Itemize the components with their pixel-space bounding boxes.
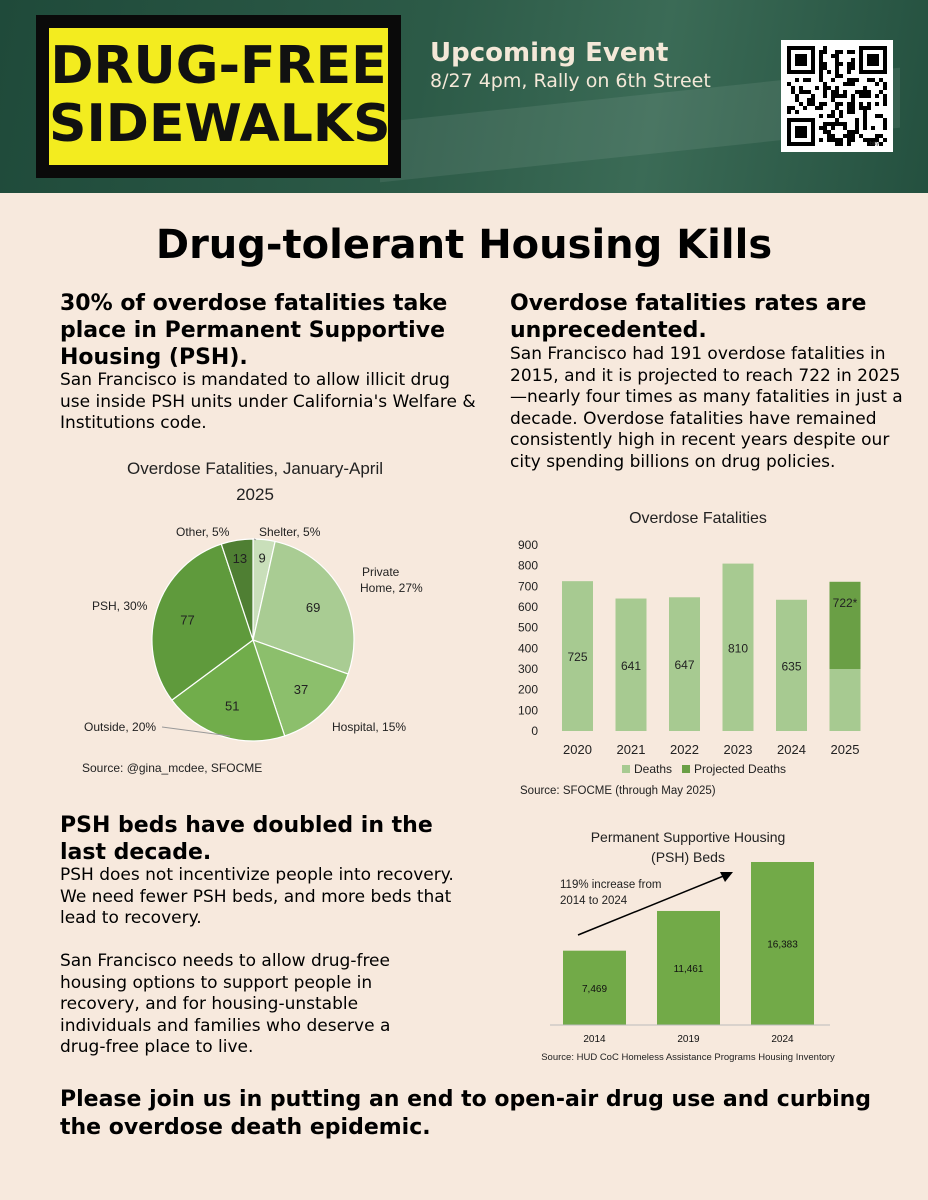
pie-value-label-outside: 51 — [225, 698, 240, 714]
pie-category-label-outside: Outside, 20% — [84, 720, 157, 734]
bar-data-label-2024: 635 — [781, 659, 802, 674]
psh-chart-title-line1: Permanent Supportive Housing — [590, 829, 786, 845]
y-tick-label: 900 — [517, 538, 538, 552]
section2-body: San Francisco had 191 overdose fatalities in 2015, and it is projected to reach 722 in 2025—nearly four times as many fatalities in just a decade. Overdose fatalities have remained consistently high in recent years despite our city spending billions on drug policies. — [510, 344, 903, 472]
x-tick-label-2021: 2021 — [616, 742, 646, 757]
pie-category-label-private-home-line2: Home, 27% — [360, 581, 423, 595]
psh-bar-label-2024: 16,383 — [767, 939, 798, 951]
legend-label-projected: Projected Deaths — [694, 762, 787, 776]
x-tick-label-2025: 2025 — [830, 742, 860, 757]
logo-line-1: DRUG-FREE — [50, 36, 387, 96]
qr-code[interactable] — [781, 40, 893, 152]
event-title: Upcoming Event — [430, 38, 669, 68]
bar-data-label-2022: 647 — [674, 658, 695, 673]
section3-heading: PSH beds have doubled in the last decade. — [60, 813, 433, 865]
bar-2025-projected — [830, 582, 861, 669]
y-tick-label: 800 — [517, 558, 538, 573]
y-tick-label: 600 — [517, 600, 538, 614]
pie-category-label-shelter: Shelter, 5% — [259, 525, 321, 539]
bar-data-label-2020: 725 — [567, 650, 588, 665]
logo-line-2: SIDEWALKS — [49, 94, 391, 154]
bar-chart-overdose-fatalities — [500, 500, 900, 805]
pie-category-label-hospital: Hospital, 15% — [332, 720, 407, 734]
pie-value-label-other: 13 — [232, 551, 248, 567]
qr-caption: bitly — [870, 141, 879, 146]
psh-x-tick-2014: 2014 — [583, 1034, 606, 1045]
section2-heading: Overdose fatalities rates are unprecedented. — [510, 291, 867, 343]
pie-chart-title-line2: 2025 — [236, 485, 274, 504]
y-tick-label: 400 — [517, 641, 538, 656]
qr-code-icon — [787, 46, 887, 146]
psh-x-tick-2024: 2024 — [771, 1034, 794, 1045]
x-tick-label-2023: 2023 — [723, 742, 753, 757]
event-detail: 8/27 4pm, Rally on 6th Street — [430, 70, 711, 92]
pie-category-label-other: Other, 5% — [176, 525, 230, 539]
pie-category-label-psh: PSH, 30% — [92, 599, 148, 613]
y-tick-label: 500 — [517, 620, 538, 635]
x-tick-label-2024: 2024 — [777, 742, 806, 757]
pie-chart-title-line1: Overdose Fatalities, January-April — [126, 459, 384, 478]
bar-data-label-2021: 641 — [620, 658, 642, 673]
x-tick-label-2020: 2020 — [563, 742, 592, 757]
bar-chart-source: Source: SFOCME (through May 2025) — [520, 785, 716, 797]
bar-data-label-2023: 810 — [727, 641, 749, 656]
pie-value-label-psh: 77 — [180, 612, 195, 628]
y-tick-label: 300 — [517, 662, 538, 676]
psh-chart-annotation-line2: 2014 to 2024 — [560, 895, 628, 907]
section1-heading: 30% of overdose fatalities take place in Permanent Supportive Housing (PSH). — [60, 291, 448, 370]
logo — [49, 28, 391, 165]
closing-call-to-action: Please join us in putting an end to open-air drug use and curbing the overdose death epidemic. — [60, 1087, 872, 1140]
bar-chart-title: Overdose Fatalities — [629, 510, 767, 527]
psh-chart-annotation-line1: 119% increase from — [560, 879, 662, 891]
bar-chart-psh-beds — [530, 820, 850, 1070]
pie-value-label-private-home: 69 — [305, 599, 321, 615]
section1-body: San Francisco is mandated to allow illicit drug use inside PSH units under California's Welfare & Institutions code. — [60, 370, 476, 433]
y-tick-label: 0 — [531, 724, 538, 738]
pie-category-label-private-home: Private — [362, 565, 400, 579]
psh-bar-label-2014: 7,469 — [581, 983, 608, 995]
legend-swatch-deaths — [622, 765, 630, 773]
psh-x-tick-2019: 2019 — [677, 1034, 700, 1045]
pie-chart-source: Source: @gina_mcdee, SFOCME — [82, 761, 263, 775]
page-title: Drug-tolerant Housing Kills — [155, 222, 773, 268]
pie-value-label-shelter: 9 — [258, 550, 266, 566]
pie-value-label-hospital: 37 — [293, 682, 309, 698]
psh-chart-title-line2: (PSH) Beds — [651, 849, 725, 865]
legend-label-deaths: Deaths — [634, 762, 673, 776]
pie-chart-overdose-location — [60, 450, 480, 785]
y-tick-label: 700 — [517, 579, 538, 594]
legend-swatch-projected — [682, 765, 690, 773]
section3-body2: San Francisco needs to allow drug-free housing options to support people in recovery, and for housing-unstable individuals and families who deserve a drug-free place to live. — [60, 951, 391, 1057]
section3-body1: PSH does not incentivize people into recovery. We need fewer PSH beds, and more beds that lead to recovery. — [60, 865, 454, 928]
y-tick-label: 200 — [517, 682, 538, 697]
bar-2025-deaths — [830, 669, 861, 731]
psh-bar-label-2019: 11,461 — [673, 963, 704, 975]
y-tick-label: 100 — [517, 703, 538, 718]
bar-data-label-2025: 722* — [832, 596, 858, 610]
psh-chart-source: Source: HUD CoC Homeless Assistance Programs Housing Inventory — [541, 1052, 835, 1063]
x-tick-label-2022: 2022 — [670, 742, 699, 757]
